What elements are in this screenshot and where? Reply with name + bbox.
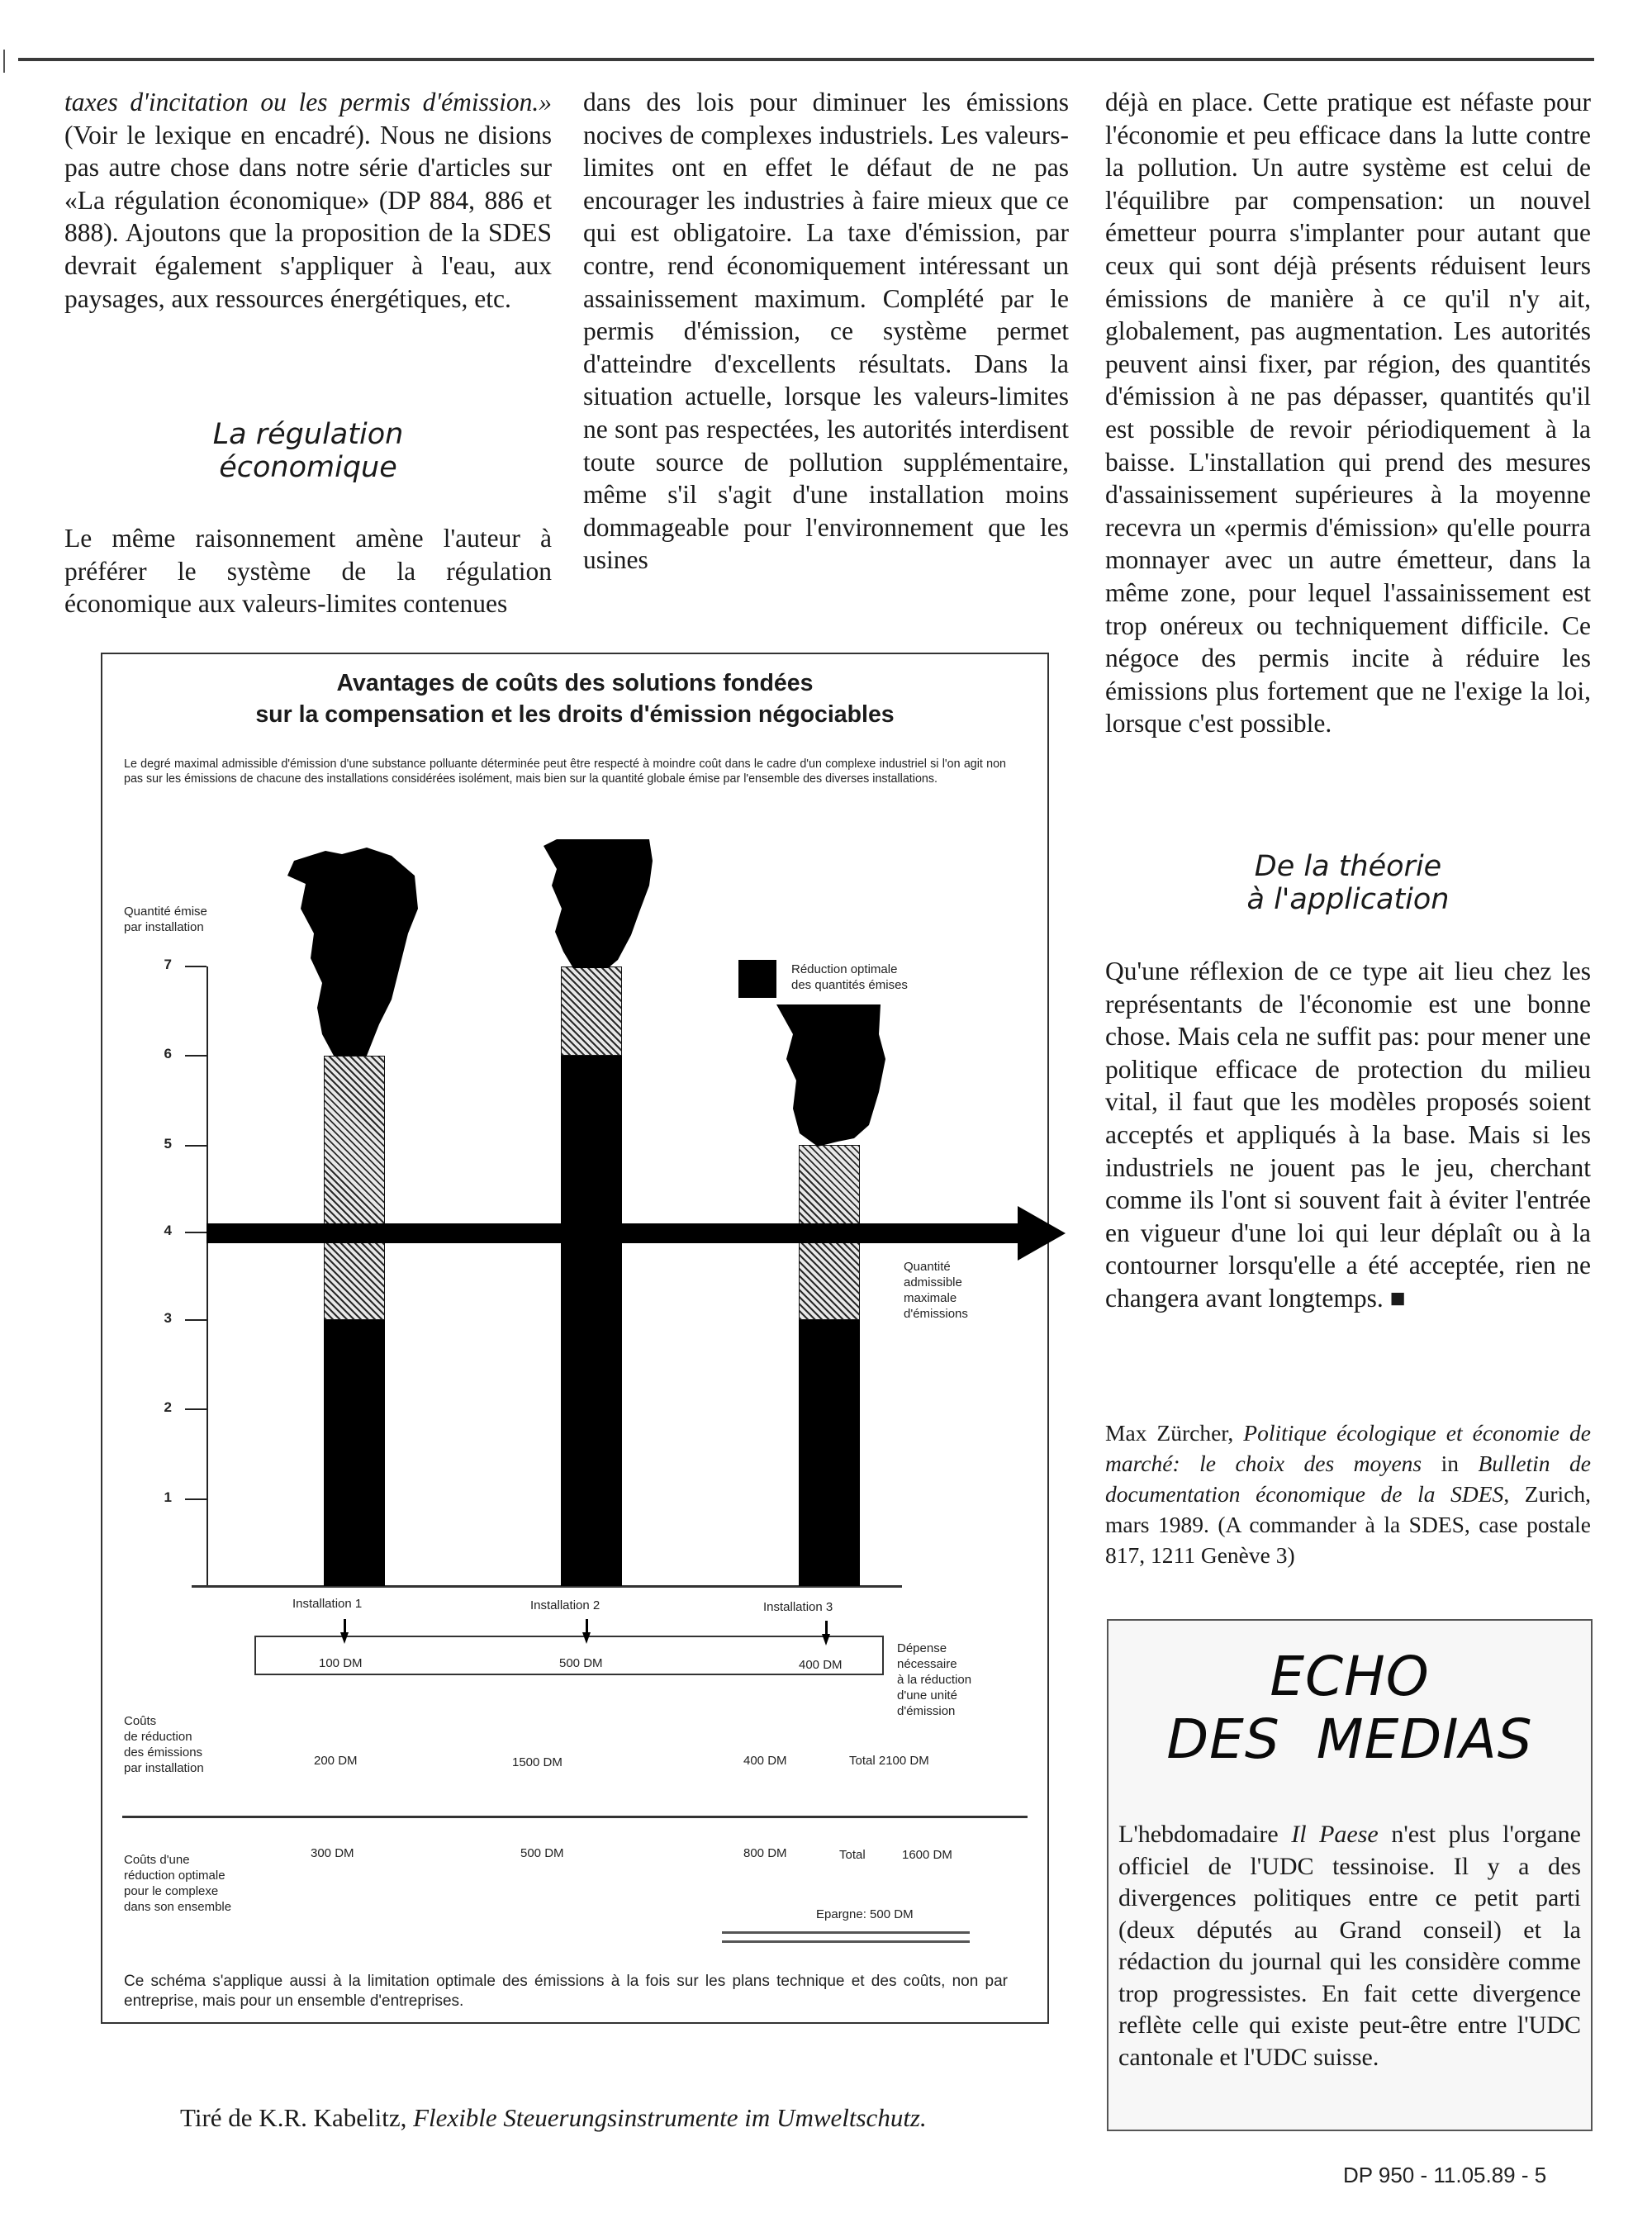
y-tick-4: 4 (164, 1223, 172, 1238)
row-1-value-1: 200 DM (314, 1754, 358, 1768)
bar-2-remaining (561, 1056, 622, 1586)
bar-1-remaining (324, 1320, 385, 1586)
y-axis-label: Quantité émise par installation (124, 905, 207, 934)
row-2-total-label: Total (839, 1848, 866, 1862)
row-1-label: Coûts de réduction des émissions par installation (124, 1714, 204, 1775)
y-tick-1: 1 (164, 1489, 172, 1505)
y-tick-3: 3 (164, 1310, 172, 1326)
row-1-value-3: 400 DM (743, 1754, 787, 1768)
unit-cost-label: Dépense nécessaire à la réduction d'une unité d'émission (897, 1641, 972, 1718)
installation-1-label: Installation 1 (292, 1597, 363, 1611)
installation-2-label: Installation 2 (530, 1598, 601, 1612)
y-tick-7: 7 (164, 957, 172, 972)
row-2-value-1: 300 DM (311, 1846, 354, 1860)
savings-label: Epargne: 500 DM (816, 1907, 914, 1921)
bar-1-reduction (324, 1056, 385, 1320)
column-1-para-1: taxes d'incitation ou les permis d'émission.» (Voir le lexique en encadré). Nous ne disions pas autre chose dans notre série d'articles sur «La régulation économique» (DP 884, 886 et 888). Ajoutons que la proposition de la SDES devrait également s'appliquer à l'eau, aux paysages, aux ressources énergétiques, etc. (64, 88, 552, 313)
row-2-label: Coûts d'une réduction optimale pour le complexe dans son ensemble (124, 1853, 232, 1914)
unit-cost-2: 500 DM (559, 1656, 603, 1670)
legend-label: Réduction optimale des quantités émises (791, 962, 908, 992)
echo-des-medias-box (1107, 1619, 1593, 2131)
subheading-regulation: La régulation économique (212, 418, 404, 484)
header-rule (18, 58, 1594, 61)
row-1-total: Total 2100 DM (849, 1754, 929, 1768)
smoke-plume-icon-3 (771, 1001, 887, 1148)
unit-cost-3: 400 DM (799, 1658, 843, 1672)
figure-caption: Tiré de K.R. Kabelitz, Flexible Steuerungsinstrumente im Umweltschutz. (180, 2103, 927, 2132)
y-tick-mark-5 (185, 1145, 206, 1147)
savings-double-underline (722, 1931, 970, 1943)
row-1-value-2: 1500 DM (512, 1755, 563, 1769)
figure-cost-advantages (101, 653, 1049, 2024)
row-2-total-value: 1600 DM (902, 1848, 952, 1862)
echo-body: L'hebdomadaire Il Paese n'est plus l'organe officiel de l'UDC tessinoise. Il y a des divergences politiques entre ce petit parti (deux députés au Grand conseil) et la rédaction du journal qui les considère comme trop progressistes. En fait cette divergence reflète celle qui existe peut-être entre l'UDC cantonale et l'UDC suisse. (1118, 1821, 1581, 2071)
row-2-value-3: 800 DM (743, 1846, 787, 1860)
subheading-theory: De la théorie à l'application (1246, 850, 1450, 916)
figure-intro: Le degré maximal admissible d'émission d'une substance polluante déterminée peut être respecté à moindre coût dans le cadre d'un complexe industriel si l'on agit non pas sur les émissions de chacune des installations considérées isolément, mais bien sur la quantité globale émise par l'ensemble des diverses installations. (124, 757, 1006, 786)
y-tick-6: 6 (164, 1046, 172, 1061)
column-1-top (64, 86, 552, 315)
end-mark-icon: ■ (1389, 1283, 1406, 1313)
bar-2-reduction (561, 966, 622, 1056)
y-tick-mark-6 (185, 1055, 206, 1057)
column-3-para-2: Qu'une réflexion de ce type ait lieu chez les représentants de l'économie est une bonne chose. Mais cela ne suffit pas: pour mener une politique efficace de protection du milieu vital, il faut que les modèles proposés soient acceptés et appliqués à la base. Mais si les industriels ne jouent pas le jeu, cherchant comme ils l'ont si souvent fait à éviter l'entrée en vigueur d'une loi qui leur déplaît ou à la contourner lorsqu'elle a été acceptée, rien ne changera avant longtemps. ■ (1105, 957, 1591, 1313)
limit-arrow-shaft (206, 1223, 1032, 1243)
pointer-arrow-icon-1 (340, 1632, 349, 1644)
y-axis (206, 966, 208, 1586)
y-tick-mark-7 (185, 966, 206, 967)
legend-swatch-reduction (738, 960, 776, 998)
y-tick-mark-3 (185, 1319, 206, 1321)
y-tick-2: 2 (164, 1399, 172, 1415)
installation-3-label: Installation 3 (763, 1600, 833, 1614)
column-1-para-2: Le même raisonnement amène l'auteur à préférer le système de la régulation économique aux valeurs-limites contenues (64, 524, 552, 619)
pointer-arrow-icon-3 (822, 1634, 830, 1646)
unit-cost-1: 100 DM (319, 1656, 363, 1670)
row-2-value-2: 500 DM (520, 1846, 564, 1860)
y-tick-mark-4 (185, 1232, 206, 1233)
x-axis-baseline (192, 1585, 902, 1588)
citation: Max Zürcher, Politique écologique et économie de marché: le choix des moyens in Bulletin de documentation économique de la SDES, Zurich, mars 1989. (A commander à la SDES, case postale 817, 1211 Genève 3) (1105, 1420, 1591, 1568)
limit-line-label: Quantité admissible maximale d'émissions (904, 1260, 968, 1321)
pointer-arrow-icon-2 (582, 1632, 591, 1644)
arrow-right-icon (1018, 1206, 1067, 1261)
page-folio: DP 950 - 11.05.89 - 5 (1343, 2163, 1547, 2187)
bar-3-remaining (799, 1320, 860, 1586)
y-tick-mark-2 (185, 1408, 206, 1410)
y-tick-5: 5 (164, 1136, 172, 1152)
left-edge-rule (3, 50, 5, 73)
echo-title: ECHO DES MEDIAS (1166, 1645, 1533, 1771)
column-2: dans des lois pour diminuer les émissions nocives de complexes industriels. Les valeurs-limites ont en effet le défaut de ne pas encourager les industries à faire mieux que ce qui est obligatoire. La taxe d'émission, par contre, rend économiquement intéressant un assainissement maximum. Complété par le permis d'émission, ce système permet d'atteindre d'excellents résultats. Dans la situation actuelle, lorsque les valeurs-limites ne sont pas respectées, les autorités interdisent toute source de pollution supplémentaire, même s'il s'agit d'une installation moins dommageable pour l'environnement que les usines (583, 88, 1069, 575)
table-divider (122, 1816, 1028, 1818)
y-tick-mark-1 (185, 1498, 206, 1500)
figure-title: Avantages de coûts des solutions fondées sur la compensation et les droits d'émission négociables (255, 670, 895, 728)
smoke-plume-icon-1 (276, 843, 425, 1059)
column-3-top: déjà en place. Cette pratique est néfaste pour l'économie et peu efficace dans la lutte contre la pollution. Un autre système est celui de l'équilibre par compensation: un nouvel émetteur pourra s'implanter pour autant que ceux qui sont déjà présents réduisent leurs émissions de manière à ce qu'il n'y ait, globalement, pas augmentation. Les autorités peuvent ainsi fixer, par région, des quantités d'émission à ne pas dépasser, quantités qu'il est possible de revoir périodiquement à la baisse. L'installation qui prend des mesures d'assainissement supérieures à la moyenne recevra un «permis d'émission» qu'elle pourra monnayer avec un autre émetteur, dans la même zone, pour lequel l'assainissement est trop onéreux ou techniquement difficile. Ce négoce des permis incite à réduire les émissions plus fortement que ne l'exige la loi, lorsque c'est possible. (1105, 88, 1591, 738)
figure-note: Ce schéma s'applique aussi à la limitation optimale des émissions à la fois sur les plans technique et des coûts, non par entreprise, mais pour un ensemble d'entreprises. (124, 1973, 1008, 2010)
smoke-plume-icon-2 (540, 836, 656, 970)
